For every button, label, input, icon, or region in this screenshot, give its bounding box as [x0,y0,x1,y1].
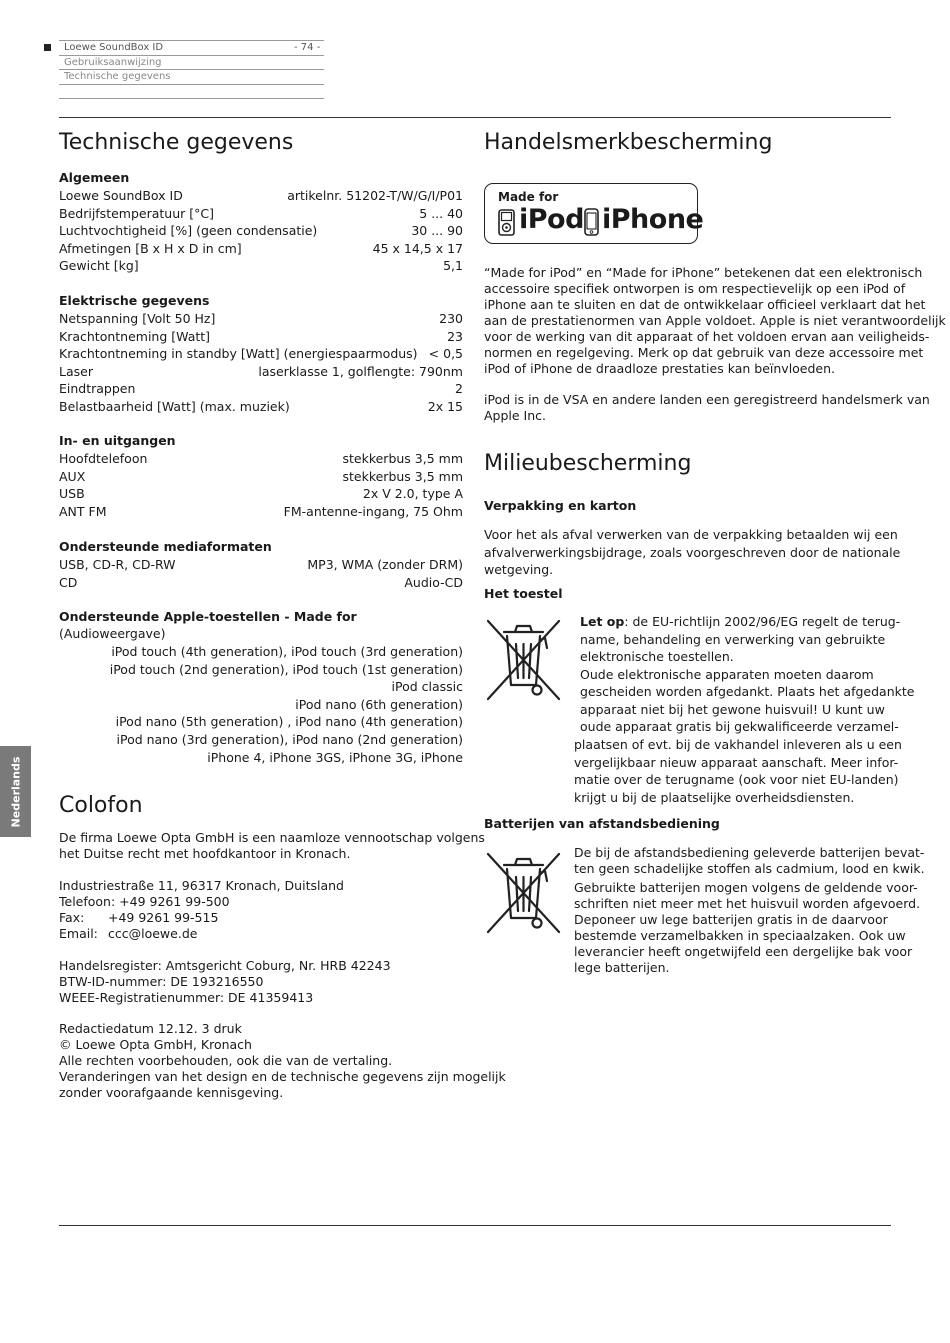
company-email [59,926,465,942]
spec-label: AUX [59,468,86,484]
device-heading: Het toestel [484,586,563,601]
text-line: zonder voorafgaande kennisgeving. [59,1085,284,1100]
ipod-icon [498,209,515,236]
header-divider [59,55,324,56]
device-text-continued [574,736,902,806]
spec-value: 30 ... 90 [411,223,463,238]
spec-value: stekkerbus 3,5 mm [342,468,463,484]
text-line: gescheiden worden afgedankt. Plaats het afgedankte [580,684,915,699]
spec-value: < 0,5 [428,346,463,361]
spec-value: 2x 15 [427,398,463,414]
text-line: Redactiedatum 12.12. 3 druk [59,1021,242,1036]
spec-value: MP3, WMA (zonder DRM) [307,557,463,572]
text-line: iPhone aan te sluiten en dat de ontwikkelaar officieel verklaart dat het [484,297,926,312]
text-line: accessoire specifiek ontworpen is om respectievelijk op een iPod of [484,281,906,296]
colofon-register [59,958,465,1006]
header-divider [59,69,324,70]
text-line: Oude elektronische apparaten moeten daarom [580,666,874,682]
spec-row [59,503,463,520]
language-tab [0,746,31,837]
spec-label: Belastbaarheid [Watt] (max. muziek) [59,398,290,414]
apple-device: iPhone 4, iPhone 3GS, iPhone 3G, iPhone [207,749,463,765]
trademark-registration [484,392,930,424]
trademark-paragraph [484,265,946,377]
colofon-contact [59,878,465,942]
bottom-rule [59,1225,891,1226]
text-line: normen en regelgeving. Merk op dat gebruik van deze accessoire met [484,345,924,360]
electrical-heading: Elektrische gegevens [59,293,210,308]
company-fax [59,910,465,926]
colofon-intro [59,830,485,862]
packaging-text [484,526,901,579]
spec-value: 2x V 2.0, type A [362,486,463,501]
spec-label: Eindtrappen [59,381,136,396]
header-section: Technische gegevens [64,71,171,82]
spec-row [59,363,463,380]
header-doc-type: Gebruiksaanwijzing [64,57,162,68]
spec-label: CD [59,574,78,590]
text-line: De firma Loewe Opta GmbH is een naamloze vennootschap volgens [59,830,485,845]
apple-device: iPod classic [391,679,463,695]
trademark-title: Handelsmerkbescherming [484,130,773,155]
header-product: Loewe SoundBox ID [64,42,164,53]
text-line: Voor het als afval verwerken van de verpakking betaalden wij een [484,527,898,542]
text-line: lege batterijen. [574,960,670,975]
spec-label: ANT FM [59,503,107,519]
spec-row [59,328,463,345]
spec-label: USB, CD-R, CD-RW [59,557,176,572]
spec-row [59,187,463,204]
apple-heading: Ondersteunde Apple-toestellen - Made for [59,609,357,624]
spec-label: Afmetingen [B x H x D in cm] [59,240,242,256]
spec-label: Gewicht [kg] [59,258,139,273]
text-line: Deponeer uw lege batterijen gratis in de daarvoor [574,912,888,927]
colofon-title: Colofon [59,793,143,818]
environment-title: Milieubescherming [484,451,692,476]
general-heading: Algemeen [59,170,130,185]
spec-value: stekkerbus 3,5 mm [342,451,463,466]
spec-label: Hoofdtelefoon [59,451,148,466]
apple-subheading: (Audioweergave) [59,626,166,641]
spec-value: artikelnr. 51202-T/W/G/I/P01 [287,188,463,203]
text-line: iPod is in de VSA en andere landen een geregistreerd handelsmerk van [484,392,930,407]
colofon-footer [59,1021,506,1101]
spec-row [59,310,463,327]
email-label: Email: [59,926,98,941]
top-rule [59,117,891,118]
text-line: “Made for iPod” en “Made for iPhone” betekenen dat een elektronisch [484,265,923,280]
spec-value: 230 [439,311,463,326]
spec-row [59,240,463,257]
text-line: oude apparaat gratis bij gekwalificeerde verzamel- [580,719,899,734]
fax-label: Fax: [59,910,85,925]
text-line: Gebruikte batterijen mogen volgens de geldende voor- [574,880,918,895]
badge-made-for: Made for [498,190,559,204]
text-line: schriften niet meer met het huisvuil worden afgevoerd. [574,896,921,911]
text-line: ten geen schadelijke stoffen als cadmium, lood en kwik. [574,861,925,876]
company-phone: Telefoon: +49 9261 99-500 [59,894,230,909]
header-divider [59,84,324,85]
apple-device: iPod touch (2nd generation), iPod touch (1st generation) [109,661,463,677]
text-line: Veranderingen van het design en de technische gegevens zijn mogelijk [59,1069,506,1084]
apple-device: iPod nano (3rd generation), iPod nano (2nd generation) [116,731,463,747]
text-line: vergelijkbaar nieuw apparaat aanschaft. Meer infor- [574,754,899,770]
text-line: plaatsen of evt. bij de vakhandel inleveren als u een [574,737,902,752]
spec-label: Krachtontneming [Watt] [59,328,211,344]
spec-label: USB [59,486,85,501]
text-line: Apple Inc. [484,408,547,423]
header-divider [59,98,324,99]
spec-value: 2 [455,381,463,396]
page-number: - 74 - [294,42,321,53]
badge-iphone-wordmark: iPhone [602,204,704,235]
media-heading: Ondersteunde mediaformaten [59,539,272,554]
spec-value: 5,1 [443,258,463,273]
apple-device-list [59,643,463,766]
spec-row [59,468,463,485]
spec-value: 23 [447,328,463,344]
text-line: name, behandeling en verwerking van gebruikte [580,631,886,647]
spec-label: Bedrijfstemperatuur [°C] [59,205,214,221]
text-line: apparaat niet bij het gewone huisvuil! U kunt uw [580,701,885,717]
spec-label: Luchtvochtigheid [%] (geen condensatie) [59,223,318,238]
weee-crossed-bin-icon [485,618,562,702]
text-line: Handelsregister: Amtsgericht Coburg, Nr. HRB 42243 [59,958,391,973]
text-line: afvalverwerkingsbijdrage, zoals voorgeschreven door de nationale [484,544,901,560]
packaging-heading: Verpakking en karton [484,498,637,513]
spec-label: Loewe SoundBox ID [59,188,183,203]
fax-value: +49 9261 99-515 [108,910,219,925]
text-line: elektronische toestellen. [580,649,734,664]
language-tab-label: Nederlands [9,756,22,827]
io-heading: In- en uitgangen [59,433,176,448]
batteries-heading: Batterijen van afstandsbediening [484,816,720,831]
company-address: Industriestraße 11, 96317 Kronach, Duitsland [59,878,344,893]
spec-row [59,222,463,239]
battery-crossed-bin-icon [485,851,562,935]
header-marker [44,44,51,51]
batteries-text [574,845,925,976]
text-line: het Duitse recht met hoofdkantoor in Kronach. [59,846,351,861]
apple-device: iPod nano (5th generation) , iPod nano (4th generation) [115,714,463,730]
text-line: iPod of iPhone de draadloze prestaties kan beïnvloeden. [484,361,836,376]
spec-row [59,398,463,415]
spec-row [59,205,463,222]
spec-row [59,574,463,591]
iphone-icon [584,208,599,236]
device-notice-label: Let op [580,614,625,629]
spec-row [59,450,463,467]
spec-row [59,556,463,573]
spec-row [59,380,463,397]
spec-value: 5 ... 40 [419,205,463,221]
text-line: matie over de terugname (ook voor niet EU-landen) [574,772,899,787]
spec-value: FM-antenne-ingang, 75 Ohm [283,503,463,519]
text-line: © Loewe Opta GmbH, Kronach [59,1037,252,1052]
spec-value: 45 x 14,5 x 17 [372,240,463,256]
device-text [580,613,915,736]
tech-title: Technische gegevens [59,130,294,155]
email-link[interactable]: ccc@loewe.de [108,926,198,941]
apple-device: iPod touch (4th generation), iPod touch (3rd generation) [111,644,463,659]
spec-value: laserklasse 1, golflengte: 790nm [258,363,463,379]
text-line: BTW-ID-nummer: DE 193216550 [59,974,264,989]
spec-label: Laser [59,363,93,379]
made-for-ipod-iphone-badge [484,183,704,244]
spec-label: Netspanning [Volt 50 Hz] [59,311,216,326]
text-line: aan de prestatienormen van Apple voldoet. Apple is niet verantwoordelijk [484,313,946,328]
text-line: voor de werking van dit apparaat of het voldoen ervan aan veiligheids- [484,329,930,344]
text-line: : de EU-richtlijn 2002/96/EG regelt de terug- [624,614,901,629]
spec-row [59,485,463,502]
text-line: De bij de afstandsbediening geleverde batterijen bevat- [574,845,925,860]
text-line: WEEE-Registratienummer: DE 41359413 [59,990,314,1005]
text-line: Alle rechten voorbehouden, ook die van de vertaling. [59,1053,393,1068]
text-line: wetgeving. [484,562,554,577]
spec-row [59,345,463,362]
text-line: krijgt u bij de plaatselijke overheidsdiensten. [574,789,855,805]
text-line: leverancier heeft ongetwijfeld een dergelijke bak voor [574,944,913,959]
apple-device: iPod nano (6th generation) [295,696,463,712]
badge-ipod-wordmark: iPod [519,204,584,235]
spec-value: Audio-CD [404,574,463,590]
spec-label: Krachtontneming in standby [Watt] (energiespaarmodus) [59,346,418,361]
header-divider [59,40,324,41]
spec-row [59,257,463,274]
text-line: bestemde verzamelbakken in speciaalzaken. Ook uw [574,928,906,943]
